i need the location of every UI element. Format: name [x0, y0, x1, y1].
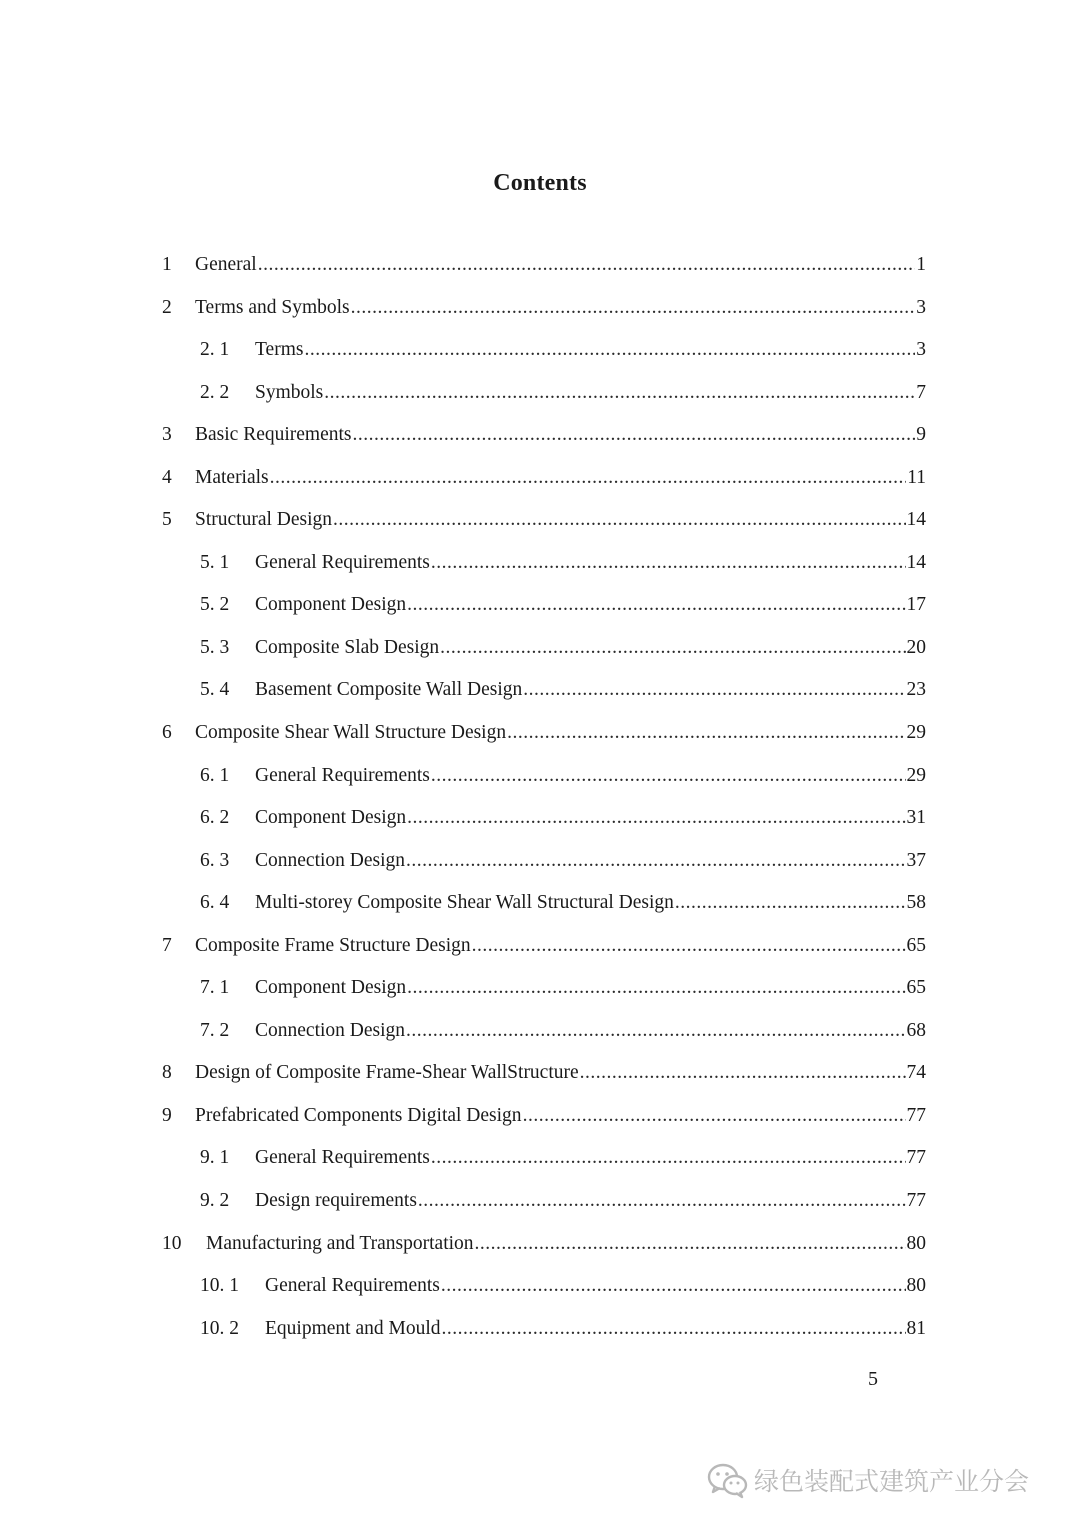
- toc-entry-title: Composite Frame Structure Design: [195, 934, 471, 956]
- toc-entry-page: 7: [916, 381, 926, 403]
- toc-entry-page: 74: [906, 1062, 926, 1084]
- toc-entry-title: Structural Design: [195, 509, 333, 531]
- toc-entry-number: 5. 1: [200, 551, 230, 573]
- toc-entry-number: 9: [162, 1104, 172, 1126]
- toc-entry-number: 9. 1: [200, 1147, 230, 1169]
- wechat-icon: [706, 1460, 750, 1500]
- toc-dot-leader: [304, 329, 915, 372]
- toc-dot-leader: [580, 1052, 906, 1095]
- toc-entry-title: Component Design: [255, 594, 407, 616]
- toc-dot-leader: [440, 627, 905, 670]
- toc-entry-page: 14: [906, 509, 926, 531]
- toc-entry: [162, 1052, 926, 1095]
- toc-dot-leader: [407, 584, 905, 627]
- toc-entry-page: 58: [906, 892, 926, 914]
- toc-entry: [162, 1010, 926, 1053]
- toc-entry-page: 11: [907, 466, 926, 488]
- toc-entry-number: 5. 2: [200, 594, 230, 616]
- toc-entry-title: General: [195, 254, 257, 275]
- table-of-contents: [162, 244, 926, 1350]
- toc-dot-leader: [507, 712, 905, 755]
- toc-entry: [162, 499, 926, 542]
- toc-entry: [162, 542, 926, 585]
- toc-entry: [162, 329, 926, 372]
- toc-dot-leader: [407, 797, 905, 840]
- toc-dot-leader: [675, 882, 906, 925]
- toc-entry-title: Symbols: [255, 381, 324, 403]
- toc-entry-page: 31: [906, 807, 926, 829]
- toc-entry-page: 77: [906, 1104, 926, 1126]
- toc-entry-number: 6. 3: [200, 849, 230, 871]
- toc-dot-leader: [270, 457, 907, 500]
- toc-entry-number: 6. 1: [200, 764, 230, 786]
- toc-dot-leader: [353, 414, 916, 457]
- toc-entry-title: Design requirements: [255, 1190, 417, 1212]
- toc-entry: [162, 882, 926, 925]
- toc-entry-number: 10. 1: [200, 1275, 239, 1297]
- toc-dot-leader: [431, 542, 906, 585]
- toc-entry: [162, 925, 926, 968]
- toc-entry-number: 6: [162, 722, 172, 744]
- toc-dot-leader: [333, 499, 905, 542]
- toc-entry: [162, 669, 926, 712]
- toc-entry-number: 3: [162, 424, 172, 446]
- toc-entry: [162, 584, 926, 627]
- toc-entry: [162, 1180, 926, 1223]
- toc-entry: [162, 797, 926, 840]
- toc-dot-leader: [472, 925, 906, 968]
- toc-entry-number: 4: [162, 466, 172, 488]
- toc-entry-page: 14: [906, 551, 926, 573]
- toc-dot-leader: [351, 287, 916, 330]
- toc-entry-page: 1: [916, 254, 926, 275]
- toc-entry: [162, 1095, 926, 1138]
- toc-entry-title: Equipment and Mould: [265, 1317, 441, 1339]
- toc-entry: [162, 1308, 926, 1351]
- toc-entry-number: 2: [162, 296, 172, 318]
- toc-entry-page: 29: [906, 764, 926, 786]
- toc-entry: [162, 755, 926, 798]
- toc-entry-title: General Requirements: [255, 1147, 430, 1169]
- toc-entry: [162, 1223, 926, 1266]
- toc-entry-title: General Requirements: [265, 1275, 440, 1297]
- toc-dot-leader: [441, 1308, 905, 1351]
- toc-entry-number: 5. 3: [200, 636, 230, 658]
- toc-entry-number: 5. 4: [200, 679, 230, 701]
- toc-entry-page: 29: [906, 722, 926, 744]
- toc-entry: [162, 840, 926, 883]
- toc-entry-page: 17: [906, 594, 926, 616]
- toc-entry-number: 5: [162, 509, 172, 531]
- toc-entry-title: Design of Composite Frame-Shear WallStructure: [195, 1062, 579, 1084]
- toc-entry-title: Connection Design: [255, 849, 406, 871]
- toc-dot-leader: [523, 669, 905, 712]
- toc-entry-title: Materials: [195, 466, 269, 488]
- toc-dot-leader: [418, 1180, 906, 1223]
- toc-entry: [162, 414, 926, 457]
- toc-dot-leader: [406, 1010, 905, 1053]
- toc-dot-leader: [441, 1265, 906, 1308]
- toc-entry-number: 7. 2: [200, 1019, 230, 1041]
- toc-entry: [162, 712, 926, 755]
- toc-entry-title: Manufacturing and Transportation: [206, 1232, 474, 1254]
- toc-entry-title: Basement Composite Wall Design: [255, 679, 523, 701]
- toc-entry-title: General Requirements: [255, 551, 430, 573]
- toc-entry: [162, 287, 926, 330]
- toc-entry: [162, 1265, 926, 1308]
- toc-entry-number: 2. 2: [200, 381, 230, 403]
- toc-entry-number: 10. 2: [200, 1317, 239, 1339]
- toc-entry-number: 10: [162, 1232, 182, 1254]
- toc-entry: [162, 244, 926, 287]
- toc-dot-leader: [523, 1095, 906, 1138]
- toc-entry: [162, 1137, 926, 1180]
- toc-dot-leader: [407, 967, 905, 1010]
- toc-entry-page: 81: [906, 1317, 926, 1339]
- toc-entry-page: 77: [906, 1190, 926, 1212]
- toc-entry-page: 37: [906, 849, 926, 871]
- toc-entry-page: 3: [916, 339, 926, 361]
- watermark-text: 绿色装配式建筑产业分会: [754, 1467, 1030, 1496]
- toc-dot-leader: [406, 840, 905, 883]
- toc-entry-title: Basic Requirements: [195, 424, 352, 446]
- toc-entry-page: 80: [906, 1232, 926, 1254]
- toc-entry-title: Connection Design: [255, 1019, 406, 1041]
- toc-entry-title: Terms: [255, 339, 304, 361]
- toc-entry-number: 1: [162, 254, 172, 275]
- toc-entry-page: 23: [906, 679, 926, 701]
- toc-entry-page: 65: [906, 977, 926, 999]
- toc-entry-number: 7. 1: [200, 977, 230, 999]
- toc-dot-leader: [475, 1223, 906, 1266]
- toc-entry-number: 2. 1: [200, 339, 230, 361]
- toc-dot-leader: [431, 755, 906, 798]
- toc-entry-title: Multi-storey Composite Shear Wall Structural Design: [255, 892, 674, 914]
- toc-entry-title: Composite Shear Wall Structure Design: [195, 722, 507, 744]
- toc-entry-page: 80: [906, 1275, 926, 1297]
- toc-entry-number: 6. 2: [200, 807, 230, 829]
- toc-entry: [162, 457, 926, 500]
- toc-entry: [162, 372, 926, 415]
- toc-entry-title: General Requirements: [255, 764, 430, 786]
- toc-entry-page: 65: [906, 934, 926, 956]
- toc-entry-title: Component Design: [255, 977, 407, 999]
- toc-entry-page: 77: [906, 1147, 926, 1169]
- toc-entry: [162, 967, 926, 1010]
- watermark: [706, 1460, 1029, 1500]
- toc-entry-page: 9: [916, 424, 926, 446]
- toc-entry-number: 6. 4: [200, 892, 230, 914]
- toc-entry-number: 8: [162, 1062, 172, 1084]
- toc-dot-leader: [324, 372, 915, 415]
- toc-entry: [162, 627, 926, 670]
- toc-entry-page: 3: [916, 296, 926, 318]
- toc-dot-leader: [431, 1137, 906, 1180]
- toc-dot-leader: [258, 244, 916, 287]
- toc-entry-number: 9. 2: [200, 1190, 230, 1212]
- toc-entry-title: Prefabricated Components Digital Design: [195, 1104, 522, 1126]
- toc-entry-title: Component Design: [255, 807, 407, 829]
- toc-entry-title: Composite Slab Design: [255, 636, 440, 658]
- toc-entry-number: 7: [162, 934, 172, 956]
- toc-entry-page: 68: [906, 1019, 926, 1041]
- page-title: Contents: [493, 170, 587, 196]
- toc-entry-title: Terms and Symbols: [195, 296, 350, 318]
- page-number: 5: [868, 1368, 878, 1390]
- toc-entry-page: 20: [906, 636, 926, 658]
